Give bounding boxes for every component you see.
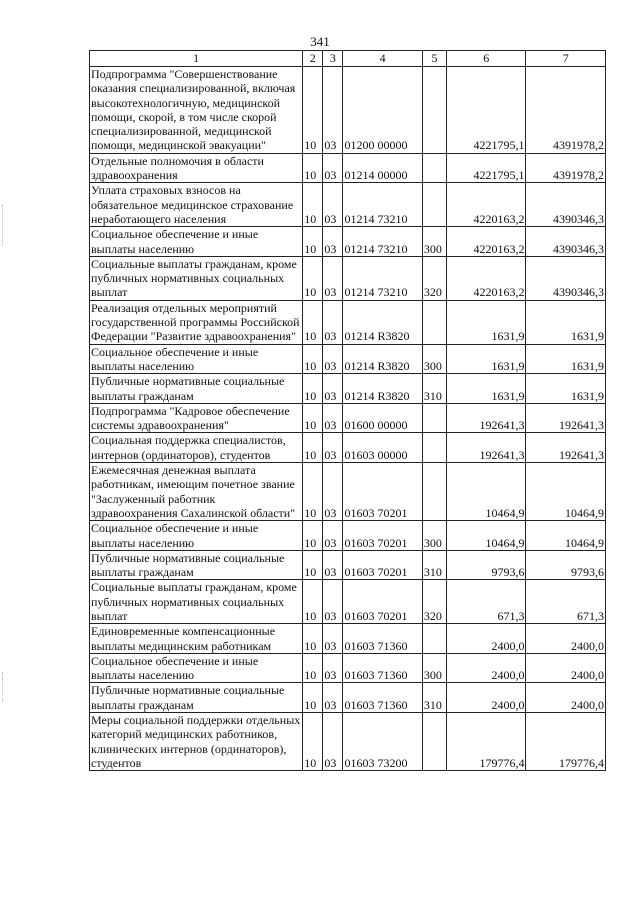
cell-amount-year-1: 192641,3 <box>447 433 526 463</box>
cell-description: Социальные выплаты гражданам, кроме публичных нормативных социальных выплат <box>90 256 303 300</box>
cell-expense-type <box>422 624 446 654</box>
cell-expense-type <box>422 153 446 183</box>
table-row <box>90 683 606 713</box>
column-header: 6 <box>447 51 526 67</box>
table-row <box>90 256 606 300</box>
cell-amount-year-1: 10464,9 <box>447 463 526 521</box>
cell-section: 10 <box>303 256 323 300</box>
cell-amount-year-1: 671,3 <box>447 580 526 624</box>
cell-section: 10 <box>303 153 323 183</box>
cell-expense-type <box>422 433 446 463</box>
cell-subsection: 03 <box>323 227 343 257</box>
cell-subsection: 03 <box>323 713 343 771</box>
budget-table <box>89 50 606 771</box>
cell-subsection: 03 <box>323 153 343 183</box>
cell-expense-type: 320 <box>422 580 446 624</box>
cell-description: Социальное обеспечение и иные выплаты населению <box>90 521 303 551</box>
table-row <box>90 550 606 580</box>
cell-subsection: 03 <box>323 580 343 624</box>
cell-subsection: 03 <box>323 300 343 344</box>
column-header: 7 <box>526 51 606 67</box>
cell-section: 10 <box>303 653 323 683</box>
cell-amount-year-2: 2400,0 <box>526 683 606 713</box>
cell-target-article: 01600 00000 <box>343 403 422 433</box>
cell-target-article: 01214 73210 <box>343 256 422 300</box>
table-row <box>90 183 606 227</box>
cell-expense-type: 320 <box>422 256 446 300</box>
cell-amount-year-1: 1631,9 <box>447 300 526 344</box>
cell-description: Подпрограмма "Совершенствование оказания специализированной, включая высокотехнологичную, медицинской помощи, скорой, в том числе скорой специализированной, медицинской помощи, медицинской эвакуации" <box>90 67 303 154</box>
cell-amount-year-2: 1631,9 <box>526 374 606 404</box>
cell-target-article: 01603 00000 <box>343 433 422 463</box>
cell-amount-year-1: 4221795,1 <box>447 153 526 183</box>
cell-target-article: 01603 71360 <box>343 683 422 713</box>
table-row <box>90 433 606 463</box>
cell-description: Социальное обеспечение и иные выплаты населению <box>90 227 303 257</box>
cell-subsection: 03 <box>323 374 343 404</box>
cell-description: Публичные нормативные социальные выплаты гражданам <box>90 550 303 580</box>
cell-description: Публичные нормативные социальные выплаты гражданам <box>90 374 303 404</box>
column-header: 2 <box>303 51 323 67</box>
column-header: 4 <box>343 51 422 67</box>
cell-amount-year-1: 4220163,2 <box>447 183 526 227</box>
cell-target-article: 01214 73210 <box>343 227 422 257</box>
cell-section: 10 <box>303 403 323 433</box>
cell-subsection: 03 <box>323 344 343 374</box>
cell-expense-type <box>422 463 446 521</box>
cell-amount-year-2: 671,3 <box>526 580 606 624</box>
cell-amount-year-2: 2400,0 <box>526 653 606 683</box>
cell-amount-year-2: 4390346,3 <box>526 227 606 257</box>
cell-section: 10 <box>303 683 323 713</box>
cell-section: 10 <box>303 550 323 580</box>
cell-section: 10 <box>303 624 323 654</box>
scan-margin-mark <box>2 205 7 245</box>
cell-amount-year-1: 192641,3 <box>447 403 526 433</box>
cell-amount-year-1: 10464,9 <box>447 521 526 551</box>
cell-description: Публичные нормативные социальные выплаты гражданам <box>90 683 303 713</box>
table-row <box>90 713 606 771</box>
cell-target-article: 01603 70201 <box>343 580 422 624</box>
cell-expense-type: 300 <box>422 344 446 374</box>
column-header: 3 <box>323 51 343 67</box>
cell-section: 10 <box>303 433 323 463</box>
cell-amount-year-2: 192641,3 <box>526 433 606 463</box>
cell-subsection: 03 <box>323 683 343 713</box>
page-number: 341 <box>310 34 330 49</box>
column-header: 1 <box>90 51 303 67</box>
cell-target-article: 01603 71360 <box>343 653 422 683</box>
table-row <box>90 67 606 154</box>
cell-subsection: 03 <box>323 256 343 300</box>
table-row <box>90 463 606 521</box>
cell-expense-type: 300 <box>422 227 446 257</box>
cell-amount-year-2: 1631,9 <box>526 300 606 344</box>
cell-amount-year-1: 2400,0 <box>447 653 526 683</box>
cell-subsection: 03 <box>323 653 343 683</box>
cell-section: 10 <box>303 227 323 257</box>
cell-description: Социальные выплаты гражданам, кроме публичных нормативных социальных выплат <box>90 580 303 624</box>
scan-margin-mark <box>2 672 7 702</box>
cell-description: Социальная поддержка специалистов, интернов (ординаторов), студентов <box>90 433 303 463</box>
cell-target-article: 01603 70201 <box>343 521 422 551</box>
cell-amount-year-1: 1631,9 <box>447 344 526 374</box>
table-row <box>90 653 606 683</box>
cell-expense-type: 310 <box>422 550 446 580</box>
cell-section: 10 <box>303 713 323 771</box>
cell-section: 10 <box>303 580 323 624</box>
cell-target-article: 01603 70201 <box>343 550 422 580</box>
cell-amount-year-2: 9793,6 <box>526 550 606 580</box>
cell-subsection: 03 <box>323 403 343 433</box>
cell-amount-year-2: 4390346,3 <box>526 256 606 300</box>
cell-amount-year-2: 4391978,2 <box>526 153 606 183</box>
table-row <box>90 403 606 433</box>
table-row <box>90 521 606 551</box>
cell-target-article: 01214 R3820 <box>343 344 422 374</box>
cell-expense-type <box>422 67 446 154</box>
cell-target-article: 01214 73210 <box>343 183 422 227</box>
cell-amount-year-1: 4221795,1 <box>447 67 526 154</box>
cell-expense-type <box>422 183 446 227</box>
cell-expense-type: 310 <box>422 683 446 713</box>
table-row <box>90 227 606 257</box>
cell-expense-type: 300 <box>422 521 446 551</box>
cell-description: Уплата страховых взносов на обязательное медицинское страхование неработающего населения <box>90 183 303 227</box>
table-row <box>90 153 606 183</box>
cell-expense-type <box>422 403 446 433</box>
table-row <box>90 300 606 344</box>
cell-amount-year-2: 10464,9 <box>526 521 606 551</box>
cell-expense-type: 300 <box>422 653 446 683</box>
cell-description: Единовременные компенсационные выплаты медицинским работникам <box>90 624 303 654</box>
table-header-row <box>90 51 606 67</box>
cell-target-article: 01200 00000 <box>343 67 422 154</box>
cell-section: 10 <box>303 344 323 374</box>
cell-subsection: 03 <box>323 183 343 227</box>
cell-target-article: 01214 R3820 <box>343 300 422 344</box>
cell-amount-year-2: 2400,0 <box>526 624 606 654</box>
cell-amount-year-1: 2400,0 <box>447 683 526 713</box>
cell-description: Реализация отдельных мероприятий государственной программы Российской Федерации "Развитие здравоохранения" <box>90 300 303 344</box>
cell-target-article: 01214 00000 <box>343 153 422 183</box>
cell-section: 10 <box>303 183 323 227</box>
cell-section: 10 <box>303 67 323 154</box>
cell-amount-year-1: 4220163,2 <box>447 227 526 257</box>
cell-target-article: 01603 73200 <box>343 713 422 771</box>
cell-subsection: 03 <box>323 433 343 463</box>
column-header: 5 <box>422 51 446 67</box>
cell-subsection: 03 <box>323 624 343 654</box>
cell-amount-year-1: 4220163,2 <box>447 256 526 300</box>
cell-amount-year-1: 179776,4 <box>447 713 526 771</box>
cell-target-article: 01214 R3820 <box>343 374 422 404</box>
cell-subsection: 03 <box>323 67 343 154</box>
cell-amount-year-2: 1631,9 <box>526 344 606 374</box>
cell-target-article: 01603 71360 <box>343 624 422 654</box>
cell-amount-year-2: 4391978,2 <box>526 67 606 154</box>
cell-section: 10 <box>303 374 323 404</box>
cell-target-article: 01603 70201 <box>343 463 422 521</box>
cell-subsection: 03 <box>323 521 343 551</box>
cell-amount-year-1: 2400,0 <box>447 624 526 654</box>
cell-description: Социальное обеспечение и иные выплаты населению <box>90 344 303 374</box>
cell-amount-year-2: 4390346,3 <box>526 183 606 227</box>
cell-amount-year-1: 1631,9 <box>447 374 526 404</box>
cell-amount-year-1: 9793,6 <box>447 550 526 580</box>
cell-subsection: 03 <box>323 463 343 521</box>
cell-expense-type <box>422 300 446 344</box>
cell-amount-year-2: 192641,3 <box>526 403 606 433</box>
cell-amount-year-2: 179776,4 <box>526 713 606 771</box>
cell-expense-type: 310 <box>422 374 446 404</box>
cell-description: Отдельные полномочия в области здравоохранения <box>90 153 303 183</box>
cell-section: 10 <box>303 521 323 551</box>
cell-description: Подпрограмма "Кадровое обеспечение системы здравоохранения" <box>90 403 303 433</box>
table-row <box>90 344 606 374</box>
cell-description: Ежемесячная денежная выплата работникам, имеющим почетное звание "Заслуженный работник здравоохранения Сахалинской области" <box>90 463 303 521</box>
cell-description: Социальное обеспечение и иные выплаты населению <box>90 653 303 683</box>
table-body <box>90 67 606 771</box>
table-row <box>90 624 606 654</box>
cell-expense-type <box>422 713 446 771</box>
table-row <box>90 580 606 624</box>
cell-section: 10 <box>303 300 323 344</box>
cell-amount-year-2: 10464,9 <box>526 463 606 521</box>
table-row <box>90 374 606 404</box>
cell-section: 10 <box>303 463 323 521</box>
cell-subsection: 03 <box>323 550 343 580</box>
cell-description: Меры социальной поддержки отдельных категорий медицинских работников, клинических интернов (ординаторов), студентов <box>90 713 303 771</box>
